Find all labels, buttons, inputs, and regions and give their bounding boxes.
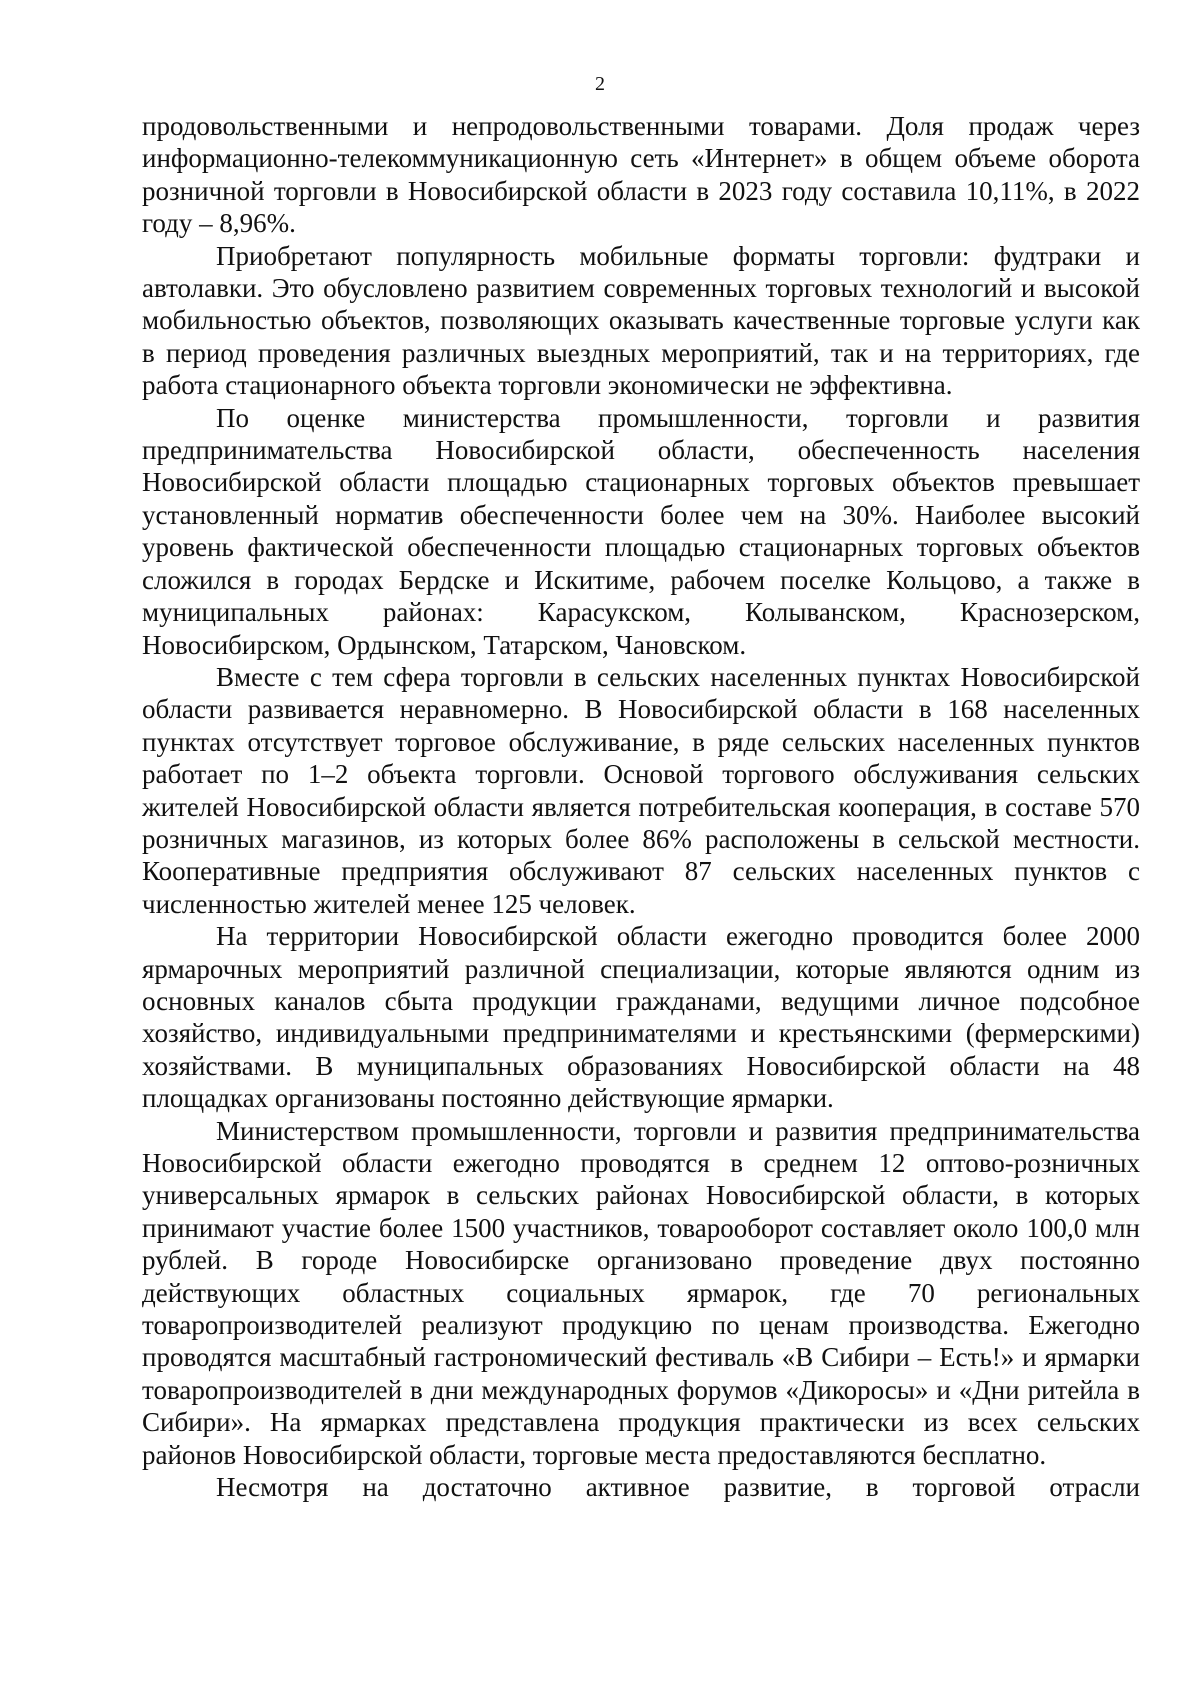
paragraph-industry-issues: Несмотря на достаточно активное развитие, в торговой отрасли	[216, 1472, 1140, 1503]
page-number: 2	[595, 73, 605, 95]
paragraph-ministry-fairs: Министерством промышленности, торговли и развития предпринимательства Новосибирской области ежегодно проводятся в среднем 12 оптово-розничных универсальных ярмарок в сельских районах Новосибирской области, в которых принимают участие более 1500 участников, товарооборот составляет около 100,0 млн рублей. В городе Новосибирске организовано проведение двух постоянно действующих областных социальных ярмарок, где 70 региональных товаропроизводителей реализуют продукцию по ценам производства. Ежегодно проводятся масштабный гастрономический фестиваль «В Сибири – Есть!» и ярмарки товаропроизводителей в дни международных форумов «Дикоросы» и «Дни ритейла в Сибири». На ярмарках представлена продукция практически из всех сельских районов Новосибирской области, торговые места предоставляются бесплатно.	[142, 1115, 1140, 1470]
paragraph-mobile-trade-formats: Приобретают популярность мобильные форматы торговли: фудтраки и автолавки. Это обусловлено развитием современных торговых технологий и высокой мобильностью объектов, позволяющих оказывать качественные торговые услуги как в период проведения различных выездных мероприятий, так и на территориях, где работа стационарного объекта торговли экономически не эффективна.	[142, 240, 1140, 401]
document-body	[142, 110, 1140, 1503]
paragraph-retail-space-provision: По оценке министерства промышленности, торговли и развития предпринимательства Новосибирской области, обеспеченность населения Новосибирской области площадью стационарных торговых объектов превышает установленный норматив обеспеченности более чем на 30%. Наиболее высокий уровень фактической обеспеченности площадью стационарных торговых объектов сложился в городах Бердске и Искитиме, рабочем поселке Кольцово, а также в муниципальных районах: Карасукском, Колыванском, Краснозерском, Новосибирском, Ордынском, Татарском, Чановском.	[142, 402, 1140, 660]
paragraph-rural-trade: Вместе с тем сфера торговли в сельских населенных пунктах Новосибирской области развивается неравномерно. В Новосибирской области в 168 населенных пунктах отсутствует торговое обслуживание, в ряде сельских населенных пунктов работает по 1–2 объекта торговли. Основой торгового обслуживания сельских жителей Новосибирской области является потребительская кооперация, в составе 570 розничных магазинов, из которых более 86% расположены в сельской местности. Кооперативные предприятия обслуживают 87 сельских населенных пунктов с численностью жителей менее 125 человек.	[142, 661, 1140, 919]
paragraph-fair-events: На территории Новосибирской области ежегодно проводится более 2000 ярмарочных мероприятий различной специализации, которые являются одним из основных каналов сбыта продукции гражданами, ведущими личное подсобное хозяйство, индивидуальными предпринимателями и крестьянскими (фермерскими) хозяйствами. В муниципальных образованиях Новосибирской области на 48 площадках организованы постоянно действующие ярмарки.	[142, 921, 1140, 1114]
paragraph-online-sales-share: продовольственными и непродовольственными товарами. Доля продаж через информационно-телекоммуникационную сеть «Интернет» в общем объеме оборота розничной торговли в Новосибирской области в 2023 году составила 10,11%, в 2022 году – 8,96%.	[142, 111, 1140, 239]
